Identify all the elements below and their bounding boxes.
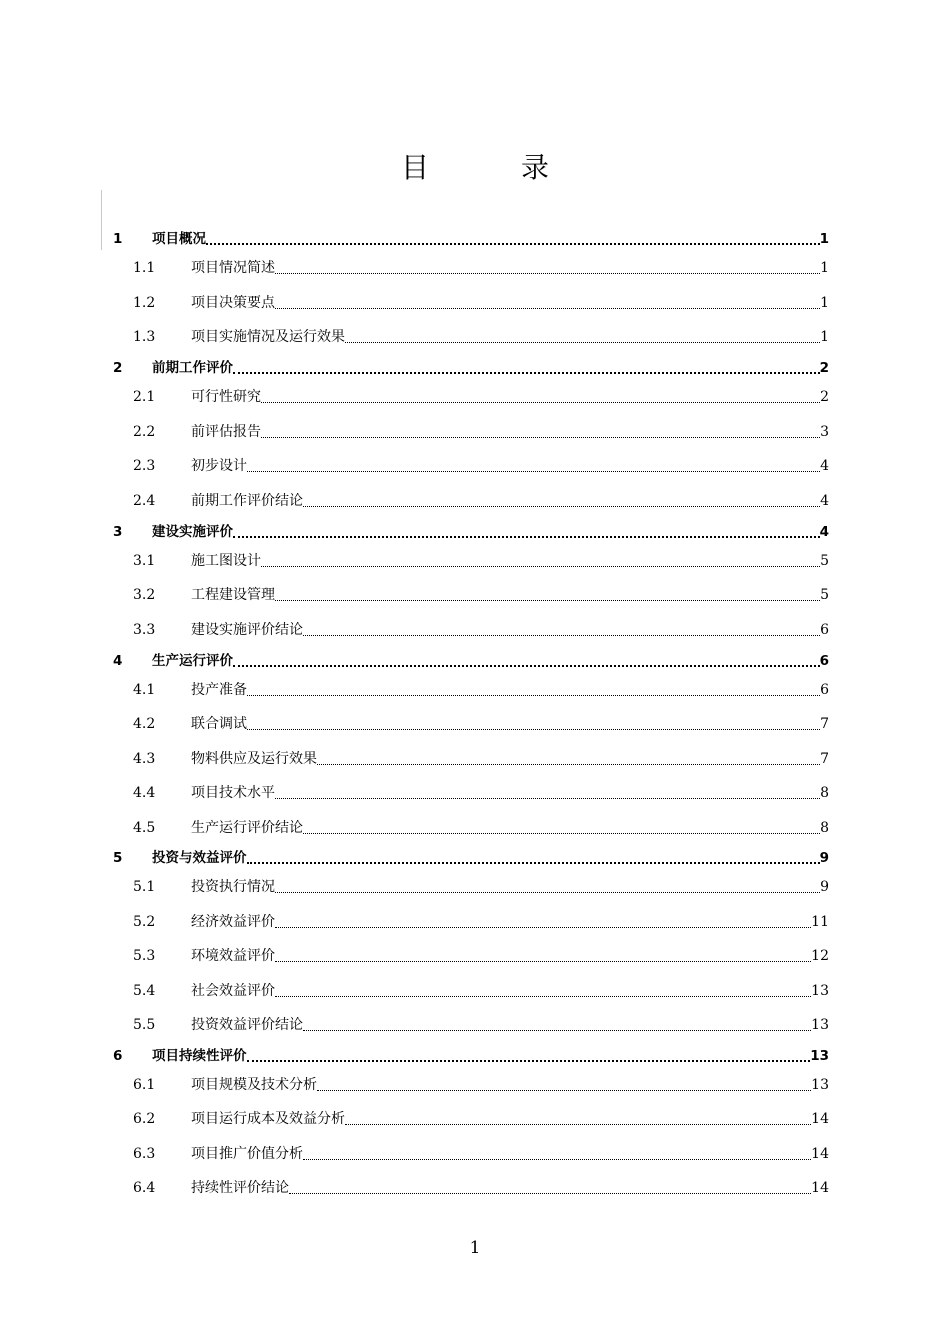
toc-entry-number: 5.5 xyxy=(133,1017,156,1033)
toc-entry-page: 3 xyxy=(820,424,829,440)
toc-section-entry[interactable] xyxy=(0,946,950,966)
toc-entry-label: 项目情况简述 xyxy=(191,260,275,276)
toc-section-entry[interactable] xyxy=(0,912,950,932)
toc-entry-page: 13 xyxy=(811,983,829,999)
toc-entry-page: 14 xyxy=(811,1146,829,1162)
toc-entry-label: 前期工作评价 xyxy=(152,360,233,376)
toc-entry-number: 2.4 xyxy=(133,493,156,509)
dot-leader xyxy=(303,832,820,834)
toc-section-entry[interactable] xyxy=(0,456,950,476)
toc-entry-number: 4.4 xyxy=(133,785,156,801)
toc-entry-body xyxy=(152,1047,829,1065)
toc-section-entry[interactable] xyxy=(0,714,950,734)
toc-section-entry[interactable] xyxy=(0,783,950,803)
dot-leader xyxy=(303,1158,811,1160)
toc-entry-label: 可行性研究 xyxy=(191,389,261,405)
dot-leader xyxy=(261,565,820,567)
toc-entry-body xyxy=(191,621,829,639)
toc-entry-label: 项目实施情况及运行效果 xyxy=(191,329,345,345)
toc-entry-label: 项目决策要点 xyxy=(191,295,275,311)
toc-entry-body xyxy=(191,913,829,931)
toc-entry-label: 投产准备 xyxy=(191,682,247,698)
dot-leader xyxy=(317,763,820,765)
toc-entry-page: 1 xyxy=(819,231,829,247)
toc-entry-label: 项目运行成本及效益分析 xyxy=(191,1111,345,1127)
toc-entry-number: 6 xyxy=(113,1048,123,1064)
dot-leader xyxy=(303,1029,811,1031)
toc-entry-number: 6.4 xyxy=(133,1180,156,1196)
toc-entry-body xyxy=(152,359,829,377)
toc-entry-page: 2 xyxy=(819,360,829,376)
toc-entry-page: 5 xyxy=(820,587,829,603)
toc-entry-number: 4.2 xyxy=(133,716,156,732)
toc-chapter-entry[interactable] xyxy=(0,358,950,378)
toc-entry-page: 13 xyxy=(811,1017,829,1033)
toc-entry-page: 7 xyxy=(820,751,829,767)
dot-leader xyxy=(233,535,820,538)
toc-entry-label: 项目规模及技术分析 xyxy=(191,1077,317,1093)
toc-entry-number: 4.5 xyxy=(133,820,156,836)
toc-entry-number: 5.1 xyxy=(133,879,156,895)
toc-entry-page: 8 xyxy=(820,820,829,836)
toc-entry-label: 投资效益评价结论 xyxy=(191,1017,303,1033)
toc-entry-number: 2.1 xyxy=(133,389,156,405)
toc-section-entry[interactable] xyxy=(0,1144,950,1164)
toc-chapter-entry[interactable] xyxy=(0,229,950,249)
toc-entry-label: 前评估报告 xyxy=(191,424,261,440)
toc-section-entry[interactable] xyxy=(0,327,950,347)
toc-entry-body xyxy=(191,457,829,475)
toc-entry-number: 4.3 xyxy=(133,751,156,767)
toc-entry-page: 1 xyxy=(820,329,829,345)
toc-section-entry[interactable] xyxy=(0,749,950,769)
toc-entry-page: 4 xyxy=(820,493,829,509)
toc-section-entry[interactable] xyxy=(0,877,950,897)
toc-entry-body xyxy=(191,819,829,837)
dot-leader xyxy=(247,861,820,864)
dot-leader xyxy=(275,599,820,601)
toc-entry-number: 2.3 xyxy=(133,458,156,474)
dot-leader xyxy=(303,634,820,636)
dot-leader xyxy=(275,891,820,893)
toc-entry-label: 联合调试 xyxy=(191,716,247,732)
toc-entry-number: 3.3 xyxy=(133,622,156,638)
toc-entry-page: 8 xyxy=(820,785,829,801)
toc-entry-body xyxy=(191,947,829,965)
dot-leader xyxy=(275,995,811,997)
toc-section-entry[interactable] xyxy=(0,620,950,640)
toc-section-entry[interactable] xyxy=(0,585,950,605)
toc-entry-label: 生产运行评价结论 xyxy=(191,820,303,836)
toc-entry-body xyxy=(191,1179,829,1197)
toc-entry-body xyxy=(191,552,829,570)
dot-leader xyxy=(247,1059,811,1062)
toc-entry-body xyxy=(191,294,829,312)
toc-entry-label: 物料供应及运行效果 xyxy=(191,751,317,767)
toc-chapter-entry[interactable] xyxy=(0,1046,950,1066)
toc-chapter-entry[interactable] xyxy=(0,651,950,671)
toc-entry-label: 环境效益评价 xyxy=(191,948,275,964)
toc-entry-body xyxy=(191,1016,829,1034)
toc-entry-page: 14 xyxy=(811,1111,829,1127)
page-number: 1 xyxy=(469,1238,481,1258)
toc-entry-page: 1 xyxy=(820,295,829,311)
toc-entry-page: 5 xyxy=(820,553,829,569)
toc-entry-number: 6.1 xyxy=(133,1077,156,1093)
toc-entry-page: 4 xyxy=(820,458,829,474)
toc-entry-number: 3 xyxy=(113,524,123,540)
toc-entry-page: 6 xyxy=(819,653,829,669)
toc-entry-number: 1 xyxy=(113,231,123,247)
dot-leader xyxy=(275,926,811,928)
toc-entry-number: 4 xyxy=(113,653,123,669)
toc-entry-body xyxy=(191,586,829,604)
dot-leader xyxy=(303,505,820,507)
dot-leader xyxy=(261,436,820,438)
toc-entry-label: 社会效益评价 xyxy=(191,983,275,999)
toc-entry-body xyxy=(191,715,829,733)
dot-leader xyxy=(233,371,820,374)
dot-leader xyxy=(275,960,811,962)
toc-entry-body xyxy=(152,230,829,248)
toc-entry-page: 12 xyxy=(811,948,829,964)
toc-entry-body xyxy=(152,849,829,867)
toc-section-entry[interactable] xyxy=(0,680,950,700)
toc-section-entry[interactable] xyxy=(0,818,950,838)
toc-entry-number: 2.2 xyxy=(133,424,156,440)
toc-entry-body xyxy=(191,1076,829,1094)
dot-leader xyxy=(275,307,820,309)
dot-leader xyxy=(345,1123,811,1125)
toc-entry-number: 3.2 xyxy=(133,587,156,603)
toc-entry-page: 1 xyxy=(820,260,829,276)
toc-section-entry[interactable] xyxy=(0,551,950,571)
dot-leader xyxy=(345,341,820,343)
toc-section-entry[interactable] xyxy=(0,258,950,278)
dot-leader xyxy=(247,470,820,472)
toc-entry-page: 13 xyxy=(811,1077,829,1093)
toc-chapter-entry[interactable] xyxy=(0,522,950,542)
dot-leader xyxy=(233,664,820,667)
toc-section-entry[interactable] xyxy=(0,1109,950,1129)
toc-section-entry[interactable] xyxy=(0,422,950,442)
toc-entry-page: 6 xyxy=(820,682,829,698)
toc-entry-label: 投资执行情况 xyxy=(191,879,275,895)
toc-entry-label: 初步设计 xyxy=(191,458,247,474)
toc-chapter-entry[interactable] xyxy=(0,848,950,868)
toc-entry-number: 4.1 xyxy=(133,682,156,698)
toc-entry-label: 建设实施评价结论 xyxy=(191,622,303,638)
dot-leader xyxy=(317,1089,811,1091)
toc-entry-number: 1.3 xyxy=(133,329,156,345)
toc-entry-body xyxy=(191,750,829,768)
toc-title: 目 录 xyxy=(400,151,581,184)
toc-entry-label: 项目持续性评价 xyxy=(152,1048,247,1064)
toc-section-entry[interactable] xyxy=(0,293,950,313)
toc-entry-label: 持续性评价结论 xyxy=(191,1180,289,1196)
toc-entry-body xyxy=(191,423,829,441)
toc-entry-body xyxy=(191,1110,829,1128)
toc-entry-number: 6.2 xyxy=(133,1111,156,1127)
dot-leader xyxy=(206,242,820,245)
toc-entry-body xyxy=(191,878,829,896)
toc-entry-number: 2 xyxy=(113,360,123,376)
toc-entry-number: 5.4 xyxy=(133,983,156,999)
toc-section-entry[interactable] xyxy=(0,1178,950,1198)
toc-entry-page: 6 xyxy=(820,622,829,638)
dot-leader xyxy=(275,797,820,799)
toc-entry-number: 5.2 xyxy=(133,914,156,930)
toc-entry-number: 5 xyxy=(113,850,123,866)
toc-entry-body xyxy=(191,681,829,699)
toc-entry-label: 生产运行评价 xyxy=(152,653,233,669)
toc-entry-page: 13 xyxy=(810,1048,829,1064)
toc-entry-label: 前期工作评价结论 xyxy=(191,493,303,509)
toc-entry-number: 6.3 xyxy=(133,1146,156,1162)
toc-entry-body xyxy=(191,492,829,510)
toc-entry-body xyxy=(152,652,829,670)
toc-entry-body xyxy=(191,259,829,277)
toc-entry-page: 7 xyxy=(820,716,829,732)
toc-entry-label: 建设实施评价 xyxy=(152,524,233,540)
toc-entry-page: 4 xyxy=(819,524,829,540)
toc-entry-page: 11 xyxy=(811,914,829,930)
toc-section-entry[interactable] xyxy=(0,387,950,407)
dot-leader xyxy=(289,1192,811,1194)
toc-entry-label: 项目概况 xyxy=(152,231,206,247)
toc-section-entry[interactable] xyxy=(0,491,950,511)
toc-entry-label: 投资与效益评价 xyxy=(152,850,247,866)
toc-entry-body xyxy=(191,784,829,802)
toc-entry-number: 1.1 xyxy=(133,260,156,276)
toc-entry-number: 3.1 xyxy=(133,553,156,569)
toc-entry-body xyxy=(152,523,829,541)
toc-entry-page: 9 xyxy=(820,879,829,895)
toc-entry-label: 项目技术水平 xyxy=(191,785,275,801)
dot-leader xyxy=(247,728,820,730)
toc-entry-body xyxy=(191,1145,829,1163)
toc-entry-label: 经济效益评价 xyxy=(191,914,275,930)
toc-entry-page: 14 xyxy=(811,1180,829,1196)
toc-entry-label: 施工图设计 xyxy=(191,553,261,569)
dot-leader xyxy=(247,694,820,696)
toc-entry-body xyxy=(191,388,829,406)
toc-section-entry[interactable] xyxy=(0,981,950,1001)
toc-entry-body xyxy=(191,328,829,346)
toc-entry-number: 1.2 xyxy=(133,295,156,311)
toc-entry-number: 5.3 xyxy=(133,948,156,964)
toc-entry-page: 9 xyxy=(819,850,829,866)
dot-leader xyxy=(261,401,820,403)
dot-leader xyxy=(275,272,820,274)
toc-section-entry[interactable] xyxy=(0,1075,950,1095)
toc-entry-body xyxy=(191,982,829,1000)
toc-entry-label: 项目推广价值分析 xyxy=(191,1146,303,1162)
toc-section-entry[interactable] xyxy=(0,1015,950,1035)
toc-entry-page: 2 xyxy=(820,389,829,405)
toc-entry-label: 工程建设管理 xyxy=(191,587,275,603)
